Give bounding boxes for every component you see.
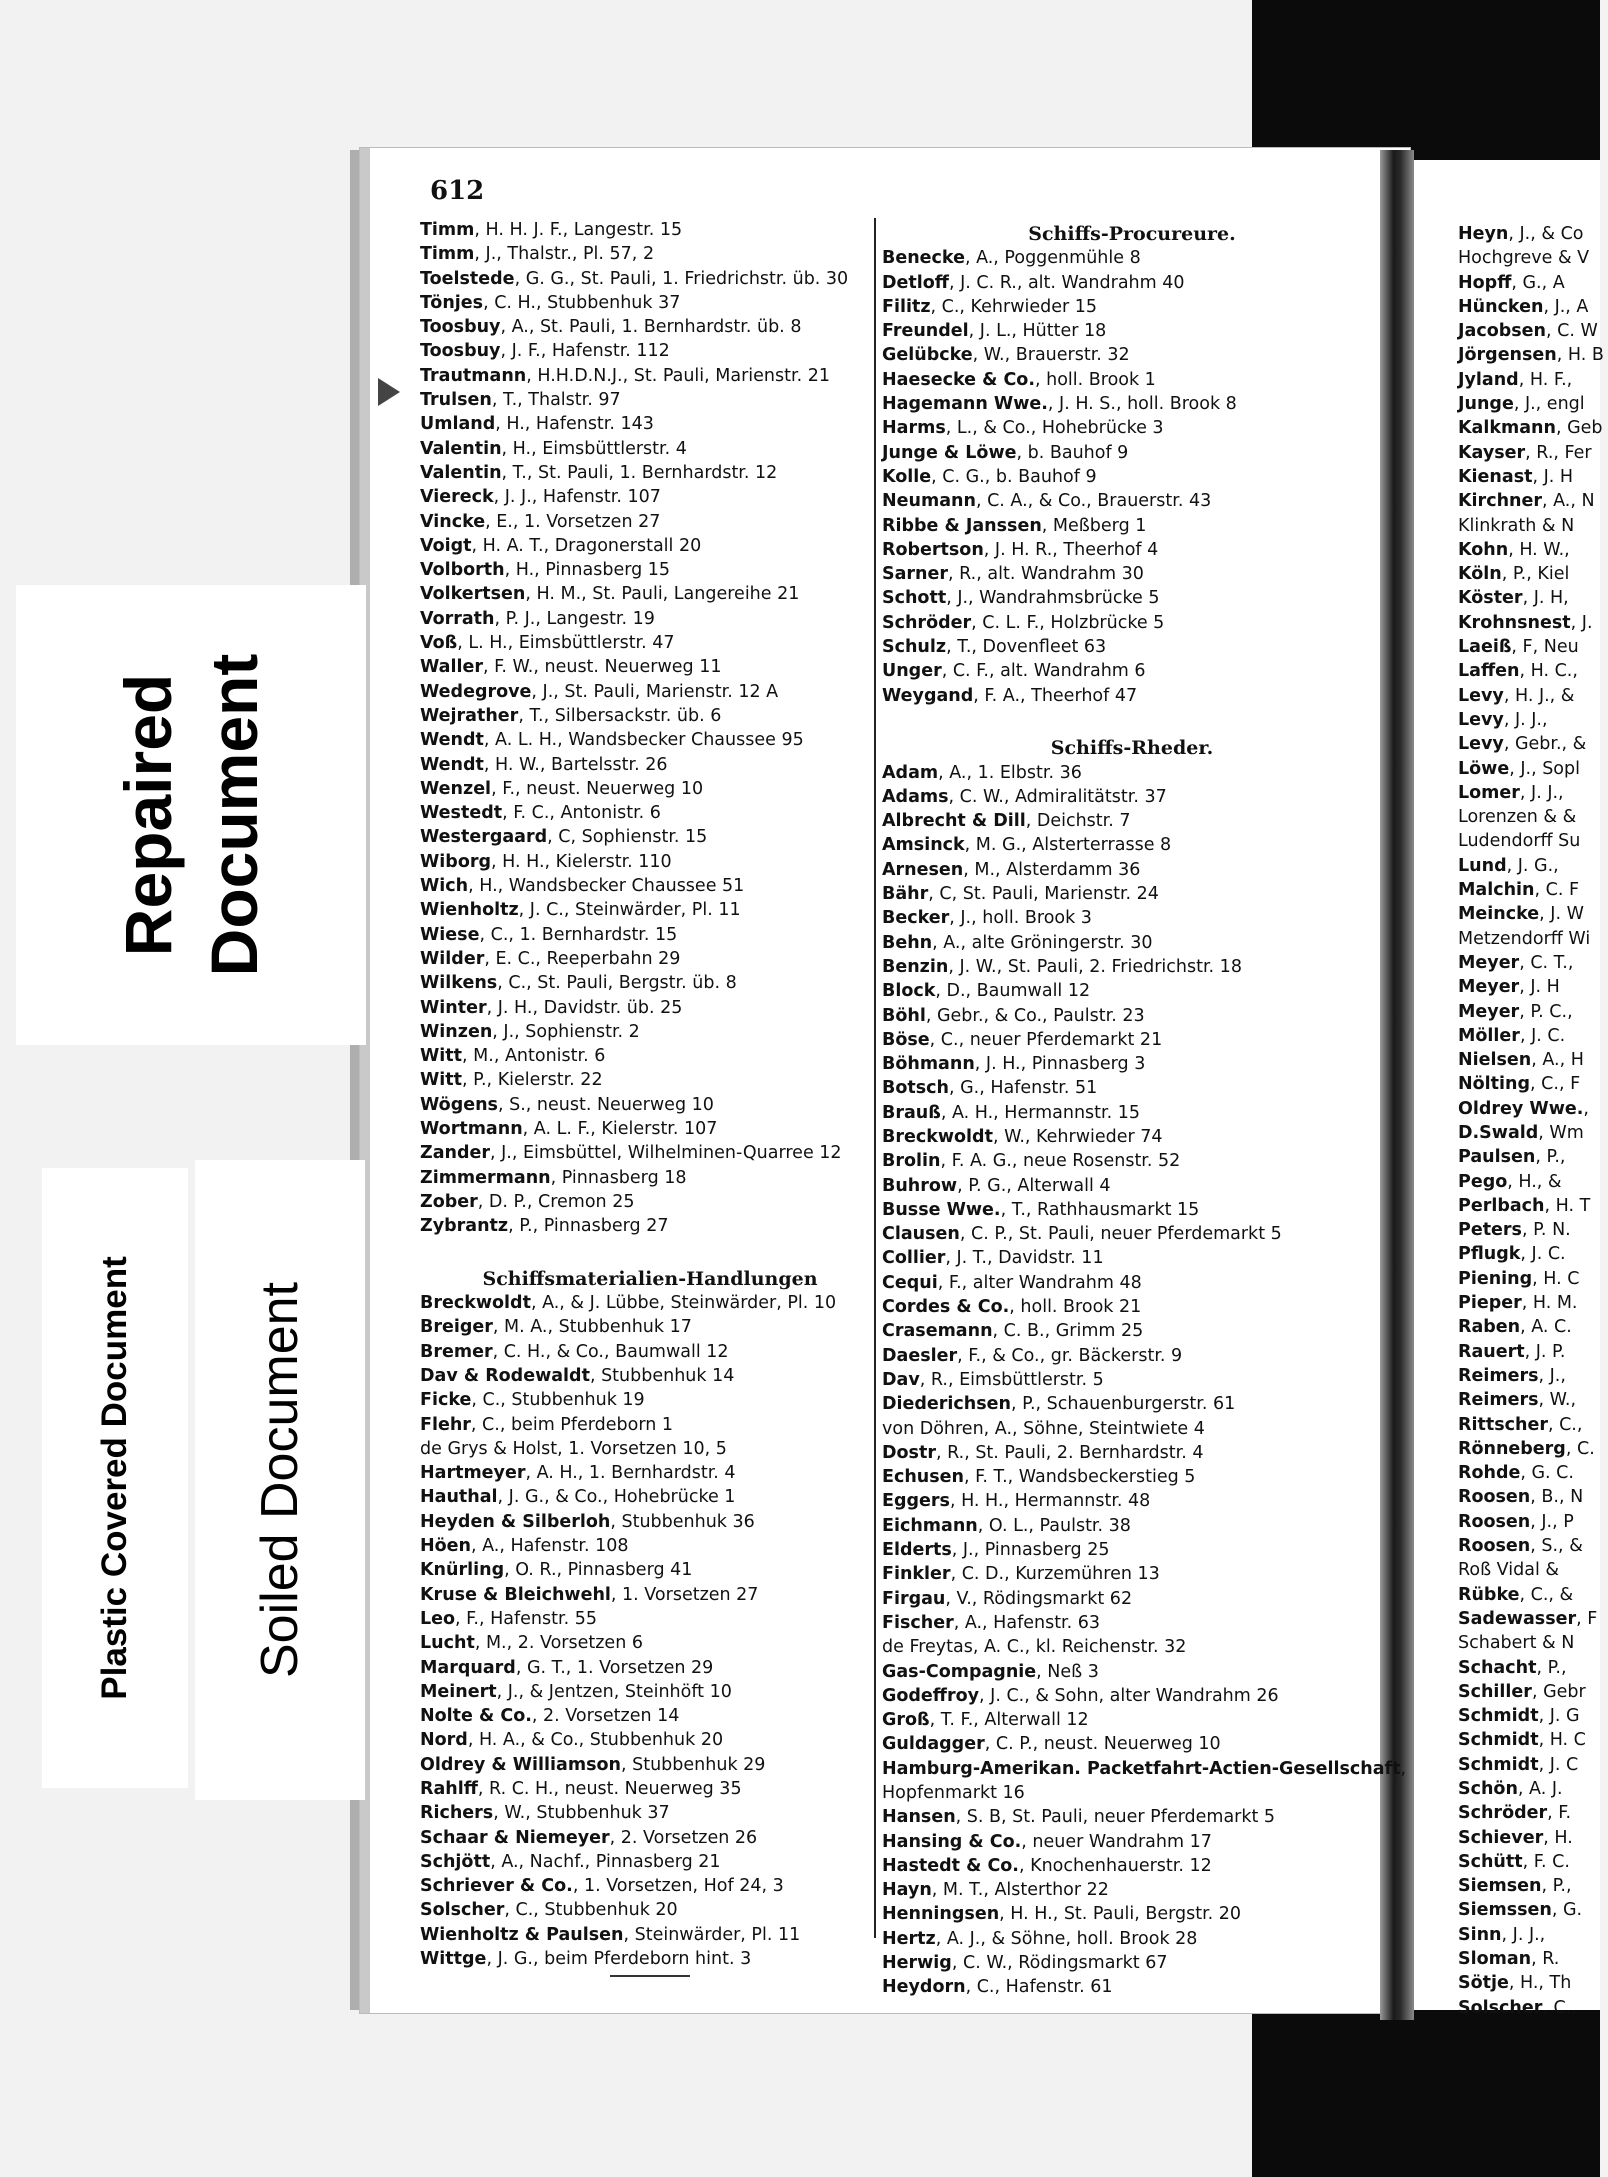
directory-entry: Unger, C. F., alt. Wandrahm 6 (882, 661, 1146, 682)
heading-schiffsmaterialien: Schiffsmaterialien-Handlungen (482, 1267, 818, 1290)
directory-entry: Hertz, A. J., & Söhne, holl. Brook 28 (882, 1928, 1198, 1949)
directory-entry: Schjött, A., Nachf., Pinnasberg 21 (420, 1851, 721, 1872)
directory-entry: Benecke, A., Poggenmühle 8 (882, 248, 1141, 269)
directory-entry: Elderts, J., Pinnasberg 25 (882, 1540, 1110, 1561)
directory-entry: Hamburg-Amerikan. Packetfahrt-Actien-Gesellschaft (882, 1758, 1401, 1779)
directory-entry: Kruse & Bleichwehl, 1. Vorsetzen 27 (420, 1584, 759, 1605)
directory-entry: Malchin, C. F (1458, 880, 1580, 901)
end-rule (420, 1975, 880, 1985)
repaired-line2: Document (197, 653, 271, 977)
directory-entry: Umland, H., Hafenstr. 143 (420, 414, 654, 435)
directory-entry: Kirchner, A., N (1458, 491, 1595, 512)
directory-entry: Echusen, F. T., Wandsbeckerstieg 5 (882, 1467, 1196, 1488)
directory-entry: Busse Wwe., T., Rathhausmarkt 15 (882, 1199, 1200, 1220)
directory-entry: Dav, R., Eimsbüttlerstr. 5 (882, 1369, 1104, 1390)
directory-entry: Block, D., Baumwall 12 (882, 981, 1091, 1002)
directory-entry: Detloff, J. C. R., alt. Wandrahm 40 (882, 272, 1185, 293)
directory-entry: Wendt, H. W., Bartelsstr. 26 (420, 754, 668, 775)
directory-entry: Zander, J., Eimsbüttel, Wilhelminen-Quarree 12 (420, 1143, 842, 1164)
directory-entry: Wortmann, A. L. F., Kielerstr. 107 (420, 1118, 718, 1139)
directory-entry: Reimers, J., (1458, 1365, 1566, 1386)
directory-entry: Volkertsen, H. M., St. Pauli, Langereihe 21 (420, 584, 800, 605)
directory-entry: Hauthal, J. G., & Co., Hohebrücke 1 (420, 1487, 736, 1508)
directory-entry: D.Swald, Wm (1458, 1122, 1584, 1143)
directory-entry: de Freytas, A. C., kl. Reichenstr. 32 (882, 1637, 1187, 1658)
directory-entry: Levy, H. J., & (1458, 685, 1575, 706)
directory-entry: Rübke, C., & (1458, 1584, 1574, 1605)
directory-entry: Voß, L. H., Eimsbüttlerstr. 47 (420, 633, 675, 654)
directory-entry: Schott, J., Wandrahmsbrücke 5 (882, 588, 1160, 609)
directory-entry: Knürling, O. R., Pinnasberg 41 (420, 1560, 693, 1581)
directory-entry: Diederichsen, P., Schauenburgerstr. 61 (882, 1394, 1236, 1415)
directory-entry: Wögens, S., neust. Neuerweg 10 (420, 1094, 714, 1115)
directory-entry: Schröder, C. L. F., Holzbrücke 5 (882, 612, 1165, 633)
directory-entry: Schiller, Gebr (1458, 1681, 1586, 1702)
directory-entry: Botsch, G., Hafenstr. 51 (882, 1078, 1098, 1099)
directory-entry: Dostr, R., St. Pauli, 2. Bernhardstr. 4 (882, 1442, 1204, 1463)
directory-entry: Neumann, C. A., & Co., Brauerstr. 43 (882, 491, 1212, 512)
directory-entry: Viereck, J. J., Hafenstr. 107 (420, 487, 661, 508)
directory-entry: Kolle, C. G., b. Bauhof 9 (882, 466, 1097, 487)
directory-entry: Kayser, R., Fer (1458, 442, 1592, 463)
directory-entry: Rahlff, R. C. H., neust. Neuerweg 35 (420, 1779, 742, 1799)
directory-entry: Westedt, F. C., Antonistr. 6 (420, 803, 661, 824)
directory-entry: Nielsen, A., H (1458, 1050, 1584, 1071)
directory-entry: Hopfenmarkt 16 (882, 1783, 1025, 1803)
directory-entry: Meinert, J., & Jentzen, Steinhöft 10 (420, 1681, 732, 1702)
directory-entry: Paulsen, P., (1458, 1147, 1566, 1168)
directory-entry: Schmidt, J. C (1458, 1754, 1579, 1775)
directory-entry: Sötje, H., Th (1458, 1973, 1572, 1994)
book-gutter (1380, 150, 1414, 2020)
directory-entry: Meincke, J. W (1458, 904, 1584, 925)
directory-entry: Freundel, J. L., Hütter 18 (882, 321, 1107, 342)
directory-entry: Trulsen, T., Thalstr. 97 (420, 390, 621, 411)
directory-entry: Höen, A., Hafenstr. 108 (420, 1536, 629, 1557)
right-entries-b (882, 761, 1401, 2000)
directory-entry: Winzen, J., Sophienstr. 2 (420, 1021, 640, 1042)
directory-entry: Jörgensen, H. B (1458, 345, 1604, 366)
right-entries-a (882, 246, 1382, 708)
directory-entry: Waller, F. W., neust. Neuerweg 11 (420, 657, 722, 678)
directory-entry: Böhl, Gebr., & Co., Paulstr. 23 (882, 1005, 1145, 1026)
directory-entry: Gas-Compagnie, Neß 3 (882, 1661, 1099, 1682)
directory-entry: Schriever & Co., 1. Vorsetzen, Hof 24, 3 (420, 1876, 784, 1897)
directory-entry: Buhrow, P. G., Alterwall 4 (882, 1175, 1111, 1196)
directory-entry: Roosen, B., N (1458, 1487, 1584, 1508)
directory-entry: Clausen, C. P., St. Pauli, neuer Pferdemarkt 5 (882, 1224, 1282, 1245)
next-page-entries (1458, 222, 1608, 2020)
directory-entry: Timm, H. H. J. F., Langestr. 15 (420, 220, 683, 240)
left-entries-a (420, 218, 880, 1238)
directory-entry: Henningsen, H. H., St. Pauli, Bergstr. 20 (882, 1904, 1242, 1925)
directory-entry: Breckwoldt, W., Kehrwieder 74 (882, 1126, 1163, 1147)
directory-entry: Rohde, G. C. (1458, 1463, 1574, 1484)
heading-procureure: Schiffs-Procureure. (1028, 223, 1236, 245)
directory-entry: Siemsen, P., (1458, 1876, 1572, 1897)
directory-entry: Voigt, H. A. T., Dragonerstall 20 (420, 535, 702, 556)
directory-entry: Witt, M., Antonistr. 6 (420, 1046, 606, 1067)
directory-entry: Wich, H., Wandsbecker Chaussee 51 (420, 876, 745, 897)
directory-entry: Volborth, H., Pinnasberg 15 (420, 560, 671, 581)
directory-entry: Sinn, J. J., (1458, 1924, 1546, 1945)
spacer (882, 708, 1382, 732)
directory-entry: Wilkens, C., St. Pauli, Bergstr. üb. 8 (420, 973, 737, 994)
directory-entry: Timm, J., Thalstr., Pl. 57, 2 (420, 244, 655, 265)
directory-entry: Rönneberg, C. (1458, 1438, 1595, 1459)
directory-entry: Firgau, V., Rödingsmarkt 62 (882, 1588, 1133, 1609)
page-number: 612 (430, 176, 485, 206)
directory-entry: Schmidt, H. C (1458, 1730, 1586, 1751)
column-divider (874, 218, 876, 1938)
directory-entry: Böse, C., neuer Pferdemarkt 21 (882, 1029, 1163, 1050)
directory-entry: Hayn, M. T., Alsterthor 22 (882, 1880, 1109, 1901)
directory-entry: Valentin, T., St. Pauli, 1. Bernhardstr. 12 (420, 462, 778, 483)
directory-entry: Laeiß, F, Neu (1458, 637, 1579, 658)
directory-entry: Arnesen, M., Alsterdamm 36 (882, 859, 1141, 880)
directory-entry: Wiese, C., 1. Bernhardstr. 15 (420, 924, 678, 945)
directory-entry: Ficke, C., Stubbenhuk 19 (420, 1390, 645, 1411)
spacer (420, 1238, 880, 1262)
directory-entry: Heyn, J., & Co (1458, 224, 1584, 244)
directory-entry: Solscher, C., Stubbenhuk 20 (420, 1900, 678, 1921)
directory-entry: Herwig, C. W., Rödingsmarkt 67 (882, 1953, 1168, 1974)
directory-entry: Groß, T. F., Alterwall 12 (882, 1710, 1089, 1731)
directory-entry: Meyer, J. H (1458, 977, 1560, 998)
directory-entry: Haesecke & Co., holl. Brook 1 (882, 369, 1156, 390)
directory-entry: Weygand, F. A., Theerhof 47 (882, 685, 1138, 706)
directory-entry: Tönjes, C. H., Stubbenhuk 37 (420, 292, 681, 313)
directory-entry: Toosbuy, A., St. Pauli, 1. Bernhardstr. üb. 8 (420, 317, 802, 338)
directory-entry: Wejrather, T., Silbersackstr. üb. 6 (420, 705, 722, 726)
directory-entry: Rittscher, C., (1458, 1414, 1583, 1435)
directory-entry: Amsinck, M. G., Alsterterrasse 8 (882, 835, 1172, 856)
directory-entry: Robertson, J. H. R., Theerhof 4 (882, 539, 1159, 560)
directory-entry: Kalkmann, Geb (1458, 418, 1603, 439)
directory-entry: Pieper, H. M. (1458, 1293, 1578, 1314)
directory-entry: Raben, A. C. (1458, 1317, 1572, 1338)
directory-entry: Toosbuy, J. F., Hafenstr. 112 (420, 341, 670, 362)
directory-entry: Vorrath, P. J., Langestr. 19 (420, 608, 655, 629)
directory-entry: Junge & Löwe, b. Bauhof 9 (882, 442, 1129, 463)
directory-entry: de Grys & Holst, 1. Vorsetzen 10, 5 (420, 1438, 727, 1459)
directory-entry: Hochgreve & V (1458, 248, 1590, 269)
directory-entry: Metzendorff Wi (1458, 928, 1591, 949)
directory-entry: Collier, J. T., Davidstr. 11 (882, 1248, 1104, 1269)
directory-entry: Heydorn, C., Hafenstr. 61 (882, 1977, 1113, 1998)
directory-entry: Becker, J., holl. Brook 3 (882, 908, 1092, 929)
directory-entry: Wenzel, F., neust. Neuerweg 10 (420, 778, 704, 799)
directory-entry: Eichmann, O. L., Paulstr. 38 (882, 1515, 1131, 1536)
directory-entry: Schön, A. J. (1458, 1779, 1563, 1799)
directory-entry: Pego, H., & (1458, 1171, 1562, 1192)
plastic-covered-label (42, 1168, 188, 1788)
directory-entry: Witt, P., Kielerstr. 22 (420, 1070, 603, 1091)
directory-entry: Schmidt, J. G (1458, 1706, 1580, 1727)
directory-entry: Piening, H. C (1458, 1268, 1580, 1289)
directory-entry: Wienholtz & Paulsen, Steinwärder, Pl. 11 (420, 1924, 801, 1945)
soiled-text: Soiled Document (251, 1282, 309, 1678)
directory-entry: Oldrey & Williamson, Stubbenhuk 29 (420, 1754, 766, 1775)
directory-entry: Bremer, C. H., & Co., Baumwall 12 (420, 1341, 729, 1362)
directory-entry: Wiborg, H. H., Kielerstr. 110 (420, 851, 672, 872)
directory-entry: Wedegrove, J., St. Pauli, Marienstr. 12 A (420, 681, 779, 702)
repaired-text (105, 654, 277, 977)
directory-entry: Eggers, H. H., Hermannstr. 48 (882, 1491, 1151, 1512)
directory-entry: Reimers, W., (1458, 1390, 1577, 1411)
directory-entry: Schacht, P., (1458, 1657, 1567, 1678)
directory-entry: Guldagger, C. P., neust. Neuerweg 10 (882, 1734, 1221, 1755)
directory-entry: Möller, J. C. (1458, 1025, 1566, 1046)
directory-entry: Flehr, C., beim Pferdeborn 1 (420, 1414, 674, 1435)
directory-entry: Dav & Rodewaldt, Stubbenhuk 14 (420, 1365, 735, 1386)
directory-entry: Hansing & Co., neuer Wandrahm 17 (882, 1831, 1212, 1852)
next-page-column (1458, 222, 1608, 2020)
directory-entry: Wienholtz, J. C., Steinwärder, Pl. 11 (420, 900, 741, 921)
directory-entry: Laffen, H. C., (1458, 661, 1578, 682)
directory-entry: Peters, P. N. (1458, 1220, 1571, 1241)
directory-entry: Valentin, H., Eimsbüttlerstr. 4 (420, 438, 687, 459)
directory-entry: Köln, P., Kiel (1458, 564, 1570, 585)
directory-entry: Hagemann Wwe., J. H. S., holl. Brook 8 (882, 394, 1237, 415)
directory-entry: Harms, L., & Co., Hohebrücke 3 (882, 418, 1164, 439)
directory-entry: Lucht, M., 2. Vorsetzen 6 (420, 1633, 643, 1654)
directory-entry: Finkler, C. D., Kurzemühren 13 (882, 1564, 1160, 1585)
directory-entry: Levy, J. J., (1458, 709, 1548, 730)
directory-entry: Brolin, F. A. G., neue Rosenstr. 52 (882, 1151, 1181, 1172)
left-column (420, 218, 880, 1985)
directory-entry: Marquard, G. T., 1. Vorsetzen 29 (420, 1657, 714, 1678)
directory-entry: Oldrey Wwe., (1458, 1098, 1589, 1119)
directory-entry: Schabert & N (1458, 1633, 1575, 1654)
directory-entry: Jacobsen, C. W (1458, 321, 1598, 342)
directory-entry: von Döhren, A., Söhne, Steintwiete 4 (882, 1418, 1205, 1439)
directory-entry: Hopff, G., A (1458, 272, 1565, 293)
directory-entry: Breiger, M. A., Stubbenhuk 17 (420, 1317, 692, 1338)
directory-entry: Wendt, A. L. H., Wandsbecker Chaussee 95 (420, 730, 804, 751)
directory-entry: Solscher, C., (1458, 1997, 1577, 2018)
directory-entry: Hastedt & Co., Knochenhauerstr. 12 (882, 1855, 1212, 1876)
directory-entry: Meyer, P. C., (1458, 1001, 1573, 1022)
directory-entry: Jyland, H. F., (1458, 369, 1573, 390)
directory-entry: Bähr, C, St. Pauli, Marienstr. 24 (882, 884, 1159, 905)
directory-entry: Filitz, C., Kehrwieder 15 (882, 296, 1098, 317)
left-entries-b (420, 1291, 880, 1971)
directory-entry: Roosen, S., & (1458, 1536, 1583, 1557)
directory-entry: Böhmann, J. H., Pinnasberg 3 (882, 1054, 1146, 1075)
directory-entry: Sadewasser, F (1458, 1608, 1598, 1629)
soiled-document-label (195, 1160, 365, 1800)
directory-entry: Lomer, J. J., (1458, 782, 1564, 803)
directory-entry: Westergaard, C, Sophienstr. 15 (420, 827, 708, 848)
directory-entry: Schiever, H. (1458, 1827, 1573, 1848)
directory-entry: Winter, J. H., Davidstr. üb. 25 (420, 997, 683, 1018)
directory-entry: Daesler, F., & Co., gr. Bäckerstr. 9 (882, 1345, 1183, 1366)
repaired-document-label (16, 585, 366, 1045)
directory-entry: Levy, Gebr., & (1458, 734, 1587, 755)
directory-entry: Zybrantz, P., Pinnasberg 27 (420, 1216, 669, 1237)
directory-entry: Ludendorff Su (1458, 831, 1581, 852)
directory-entry: Heyden & Silberloh, Stubbenhuk 36 (420, 1511, 755, 1532)
directory-entry: Kienast, J. H (1458, 466, 1574, 487)
directory-entry: Junge, J., engl (1458, 394, 1585, 415)
directory-entry: Schulz, T., Dovenfleet 63 (882, 637, 1107, 658)
repaired-line1: Repaired (111, 673, 185, 957)
directory-entry: Krohnsnest, J. (1458, 612, 1593, 633)
directory-entry: Kohn, H. W., (1458, 539, 1570, 560)
directory-entry: Klinkrath & N (1458, 515, 1575, 536)
directory-entry: Roosen, J., P (1458, 1511, 1574, 1532)
directory-entry: Meyer, C. T., (1458, 952, 1574, 973)
directory-entry: Hartmeyer, A. H., 1. Bernhardstr. 4 (420, 1463, 736, 1484)
directory-entry: Brauß, A. H., Hermannstr. 15 (882, 1102, 1141, 1123)
directory-entry: Pflugk, J. C. (1458, 1244, 1566, 1265)
directory-entry: Roß Vidal & (1458, 1560, 1560, 1581)
directory-entry: Lorenzen & & (1458, 807, 1577, 828)
directory-entry: Vincke, E., 1. Vorsetzen 27 (420, 511, 661, 532)
heading-rheder: Schiffs-Rheder. (1050, 737, 1214, 760)
directory-entry: Köster, J. H, (1458, 588, 1569, 609)
directory-entry: Adam, A., 1. Elbstr. 36 (882, 762, 1082, 783)
directory-entry: Hansen, S. B, St. Pauli, neuer Pferdemarkt 5 (882, 1807, 1276, 1828)
directory-entry: Toelstede, G. G., St. Pauli, 1. Friedrichstr. üb. 30 (420, 268, 849, 289)
pointer-mark (378, 378, 400, 406)
directory-entry: Zimmermann, Pinnasberg 18 (420, 1167, 687, 1188)
directory-entry: Nord, H. A., & Co., Stubbenhuk 20 (420, 1730, 724, 1751)
directory-entry: Sarner, R., alt. Wandrahm 30 (882, 564, 1144, 585)
directory-entry: Siemssen, G. (1458, 1900, 1583, 1921)
directory-entry: Rauert, J. P. (1458, 1341, 1566, 1362)
directory-entry: Schröder, F. (1458, 1803, 1572, 1824)
directory-entry: Perlbach, H. T (1458, 1195, 1591, 1216)
directory-entry: Benzin, J. W., St. Pauli, 2. Friedrichstr. 18 (882, 956, 1242, 977)
directory-entry: Nölting, C., F (1458, 1074, 1581, 1095)
directory-entry: Adams, C. W., Admiralitätstr. 37 (882, 786, 1167, 807)
directory-entry: Schaar & Niemeyer, 2. Vorsetzen 26 (420, 1827, 758, 1848)
directory-entry: Wittge, J. G., beim Pferdeborn hint. 3 (420, 1949, 752, 1970)
directory-entry: Gelübcke, W., Brauerstr. 32 (882, 345, 1130, 366)
directory-entry: Zober, D. P., Cremon 25 (420, 1191, 635, 1212)
directory-entry: Schütt, F. C. (1458, 1851, 1570, 1872)
directory-entry: Trautmann, H.H.D.N.J., St. Pauli, Marienstr. 21 (420, 365, 830, 386)
directory-entry: Leo, F., Hafenstr. 55 (420, 1608, 597, 1629)
directory-entry: Nolte & Co., 2. Vorsetzen 14 (420, 1706, 680, 1727)
directory-entry: Wilder, E. C., Reeperbahn 29 (420, 948, 681, 969)
directory-entry: Ribbe & Janssen, Meßberg 1 (882, 515, 1147, 536)
directory-entry: Crasemann, C. B., Grimm 25 (882, 1321, 1144, 1342)
directory-entry: Behn, A., alte Gröningerstr. 30 (882, 932, 1153, 953)
plastic-text: Plastic Covered Document (95, 1256, 134, 1700)
directory-entry: Godeffroy, J. C., & Sohn, alter Wandrahm 26 (882, 1685, 1279, 1706)
directory-entry: Richers, W., Stubbenhuk 37 (420, 1803, 670, 1824)
directory-entry: Fischer, A., Hafenstr. 63 (882, 1612, 1101, 1633)
right-column (882, 218, 1401, 2000)
directory-entry: Löwe, J., Sopl (1458, 758, 1580, 779)
directory-entry: Hüncken, J., A (1458, 296, 1589, 317)
directory-entry: Cordes & Co., holl. Brook 21 (882, 1297, 1142, 1318)
directory-entry: Sloman, R. (1458, 1949, 1560, 1970)
directory-entry: Breckwoldt, A., & J. Lübbe, Steinwärder, Pl. 10 (420, 1293, 837, 1314)
directory-entry: Albrecht & Dill, Deichstr. 7 (882, 811, 1131, 832)
directory-entry: Cequi, F., alter Wandrahm 48 (882, 1272, 1142, 1293)
directory-entry: Lund, J. G., (1458, 855, 1559, 876)
